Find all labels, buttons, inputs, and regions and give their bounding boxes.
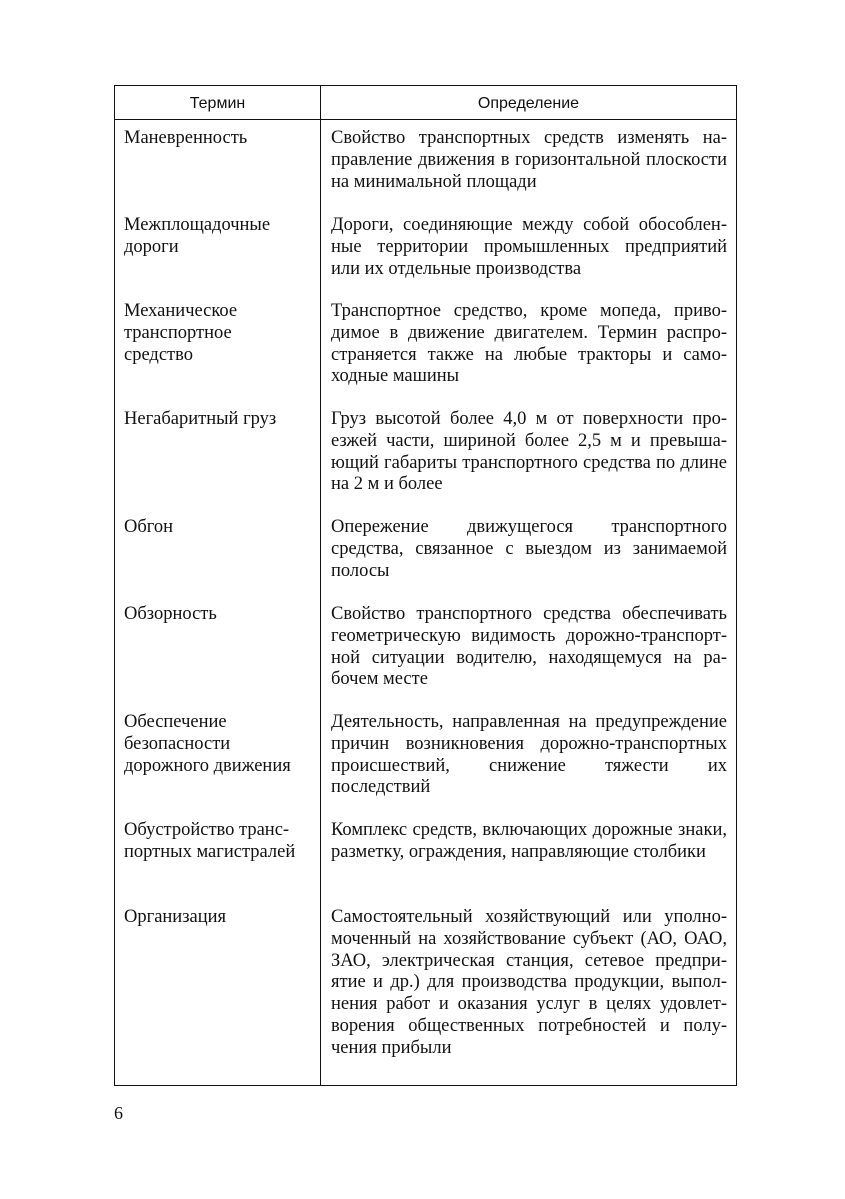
definition-cell: Комплекс средств, включающих дорожные знаки, разметку, ограждения, направляющие столбики xyxy=(331,820,727,862)
term-cell: Организация xyxy=(124,907,227,927)
definition-cell: Самостоятельный хозяйствующий или уполномоченный на хозяйствование субъект (АО, ОАО, ЗАО, электрическая станция, сетевое предприятие и др.) для производства продукции, выполнения работ и оказания услуг в целях удовлетворения общественных потребностей и получения прибыли xyxy=(331,907,727,1058)
header-term: Термин xyxy=(189,95,246,112)
terms-table xyxy=(114,85,737,1086)
header-definition: Определение xyxy=(477,95,580,112)
definition-cell: Свойство транспортных средств изменять направление движения в горизонтальной плоскости на минимальной площади xyxy=(331,128,727,192)
term-cell: Маневренность xyxy=(124,128,248,148)
definition-cell: Груз высотой более 4,0 м от поверхности проезжей части, шириной более 2,5 м и превышающий габариты транспортного средства по длине на 2 м и более xyxy=(331,409,727,495)
term-cell: Межплощадочные дороги xyxy=(124,215,271,257)
table-header xyxy=(115,86,736,120)
definition-cell: Опережение движущегося транспортного средства, связанное с выездом из занимаемой полосы xyxy=(331,517,727,581)
definition-cell: Транспортное средство, кроме мопеда, приводимое в движение двигателем. Термин распространяется также на любые тракторы и самоходные машины xyxy=(331,301,727,387)
term-cell: Негабаритный груз xyxy=(124,409,277,429)
page-number: 6 xyxy=(114,1103,123,1123)
term-cell: Механическое транспортное средство xyxy=(124,301,238,365)
definition-cell: Свойство транспортного средства обеспечивать геометрическую видимость дорожно-транспортной ситуации водителю, находящемуся на рабочем месте xyxy=(331,604,727,690)
term-cell: Обустройство транс- портных магистралей xyxy=(124,820,296,862)
definition-cell: Деятельность, направленная на предупреждение причин возникновения дорожно-транспортных происшествий, снижение тяжести их последствий xyxy=(331,712,727,798)
term-cell: Обгон xyxy=(124,517,174,537)
column-divider xyxy=(320,86,321,1085)
term-cell: Обзорность xyxy=(124,604,217,624)
term-cell: Обеспечение безопасности дорожного движения xyxy=(124,712,291,776)
definition-cell: Дороги, соединяющие между собой обособленные территории промышленных предприятий или их отдельные производства xyxy=(331,215,727,279)
